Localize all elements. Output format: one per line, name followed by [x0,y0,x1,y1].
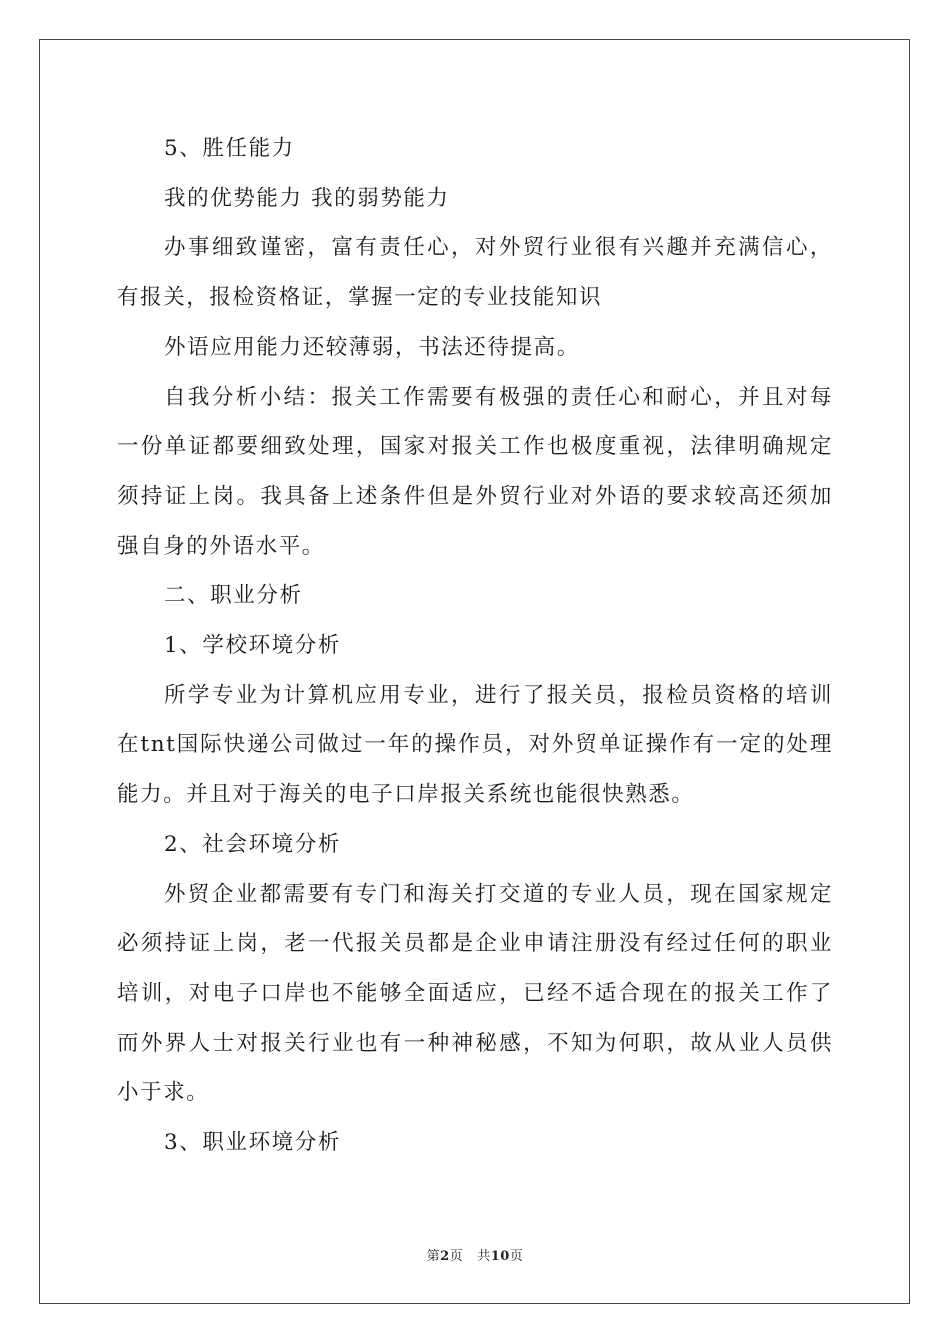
footer-total-prefix: 共 [477,1249,491,1264]
page-footer [0,1245,950,1264]
paragraph-heading-career-env: 3、职业环境分析 [164,1130,341,1156]
paragraph-school-env: 所学专业为计算机应用专业，进行了报关员，报检员资格的培训在tnt国际快递公司做过一年的操作员，对外贸单证操作有一定的处理能力。并且对于海关的电子口岸报关系统也能很快熟悉。 [117,682,833,808]
paragraph-self-summary: 自我分析小结：报关工作需要有极强的责任心和耐心，并且对每一份单证都要细致处理，国家对报关工作也极度重视，法律明确规定须持证上岗。我具备上述条件但是外贸行业对外语的要求较高还须加强自身的外语水平。 [117,384,833,559]
paragraph-strengths: 办事细致谨密，富有责任心，对外贸行业很有兴趣并充满信心，有报关，报检资格证，掌握一定的专业技能知识 [117,235,833,311]
footer-page-prefix: 第 [426,1249,441,1264]
document-body [117,124,833,1168]
paragraph-heading-school-env: 1、学校环境分析 [164,633,341,659]
paragraph-strengths-weaknesses: 我的优势能力 我的弱势能力 [164,185,450,211]
paragraph-social-env: 外贸企业都需要有专门和海关打交道的专业人员，现在国家规定必须持证上岗，老一代报关员都是企业申请注册没有经过任何的职业培训，对电子口岸也不能够全面适应，已经不适合现在的报关工作了而外界人士对报关行业也有一种神秘感，不知为何职，故从业人员供小于求。 [117,881,833,1106]
footer-page-current: 2 [440,1249,450,1264]
footer-page-unit: 页 [449,1249,464,1264]
footer-page-total: 10 [490,1249,510,1264]
paragraph-weaknesses: 外语应用能力还较薄弱，书法还待提高。 [164,334,580,360]
paragraph-heading-competency: 5、胜任能力 [164,136,295,161]
footer-total-unit: 页 [509,1249,524,1264]
paragraph-heading-social-env: 2、社会环境分析 [164,831,341,857]
paragraph-heading-career-analysis: 二、职业分析 [164,583,303,609]
